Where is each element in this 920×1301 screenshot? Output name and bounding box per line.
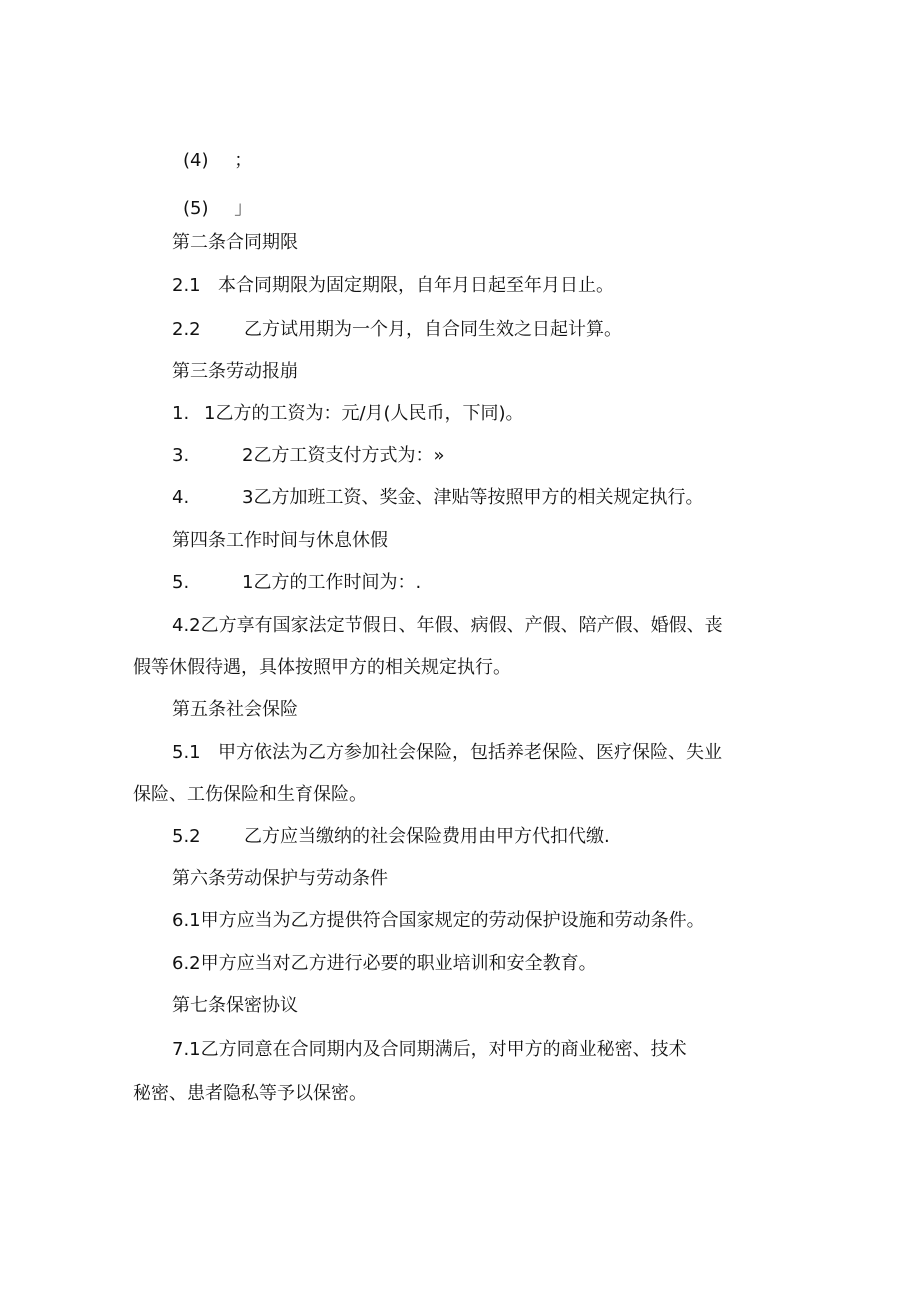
clause-2-2: [172, 319, 622, 341]
clause-2-1: [172, 275, 614, 297]
clause-2-1-number: 2.1: [172, 275, 201, 296]
clause-7-1-line-2: 秘密、患者隐私等予以保密。: [133, 1083, 367, 1104]
clause-2-1-text: 本合同期限为固定期限，自年月日起至年月日止。: [218, 275, 614, 296]
list-item-5: [183, 198, 252, 220]
list-item-5-number: (5): [183, 198, 209, 219]
section-7-title: 第七条保密协议: [172, 995, 298, 1016]
clause-5-2-number: 5.2: [172, 826, 201, 847]
clause-5-1-line-1: [172, 742, 722, 764]
clause-3-1-text: 1乙方的工资为：元/月(人民币，下同)。: [204, 403, 524, 424]
clause-5-1-line-2: 保险、工伤保险和生育保险。: [133, 784, 367, 805]
clause-6-2: 6.2甲方应当对乙方进行必要的职业培训和安全教育。: [172, 953, 597, 974]
clause-3-3: [172, 487, 703, 509]
section-3-title: 第三条劳动报崩: [172, 361, 298, 382]
clause-4-1-text: 1乙方的工作时间为：.: [242, 572, 422, 593]
clause-3-1-number: 1.: [172, 403, 190, 424]
clause-4-2-line-2: 假等休假待遇，具体按照甲方的相关规定执行。: [133, 657, 511, 678]
list-item-5-text: 」: [234, 198, 253, 219]
clause-2-2-text: 乙方试用期为一个月，自合同生效之日起计算。: [244, 319, 622, 340]
clause-4-2-line-1: 4.2乙方享有国家法定节假日、年假、病假、产假、陪产假、婚假、丧: [172, 615, 723, 636]
clause-2-2-number: 2.2: [172, 319, 201, 340]
section-5-title: 第五条社会保险: [172, 699, 298, 720]
list-item-4-number: (4): [183, 150, 209, 171]
clause-3-1: [172, 403, 524, 425]
clause-5-1-number: 5.1: [172, 742, 201, 763]
section-6-title: 第六条劳动保护与劳动条件: [172, 868, 388, 889]
clause-4-1-number: 5.: [172, 572, 190, 593]
clause-5-2-text: 乙方应当缴纳的社会保险费用由甲方代扣代缴.: [244, 826, 610, 847]
list-item-4-text: ；: [234, 150, 253, 171]
clause-3-2-text: 2乙方工资支付方式为：»: [242, 445, 445, 466]
clause-6-1: 6.1甲方应当为乙方提供符合国家规定的劳动保护设施和劳动条件。: [172, 910, 705, 931]
clause-5-1-text: 甲方依法为乙方参加社会保险，包括养老保险、医疗保险、失业: [218, 742, 722, 763]
section-2-title: 第二条合同期限: [172, 232, 298, 253]
clause-3-2: [172, 445, 444, 467]
list-item-4: [183, 150, 252, 172]
clause-7-1-line-1: 7.1乙方同意在合同期内及合同期满后，对甲方的商业秘密、技术: [172, 1039, 687, 1060]
clause-3-3-number: 4.: [172, 487, 190, 508]
section-4-title: 第四条工作时间与休息休假: [172, 530, 388, 551]
clause-3-3-text: 3乙方加班工资、奖金、津贴等按照甲方的相关规定执行。: [242, 487, 704, 508]
clause-5-2: [172, 826, 610, 848]
clause-3-2-number: 3.: [172, 445, 190, 466]
clause-4-1: [172, 572, 421, 594]
